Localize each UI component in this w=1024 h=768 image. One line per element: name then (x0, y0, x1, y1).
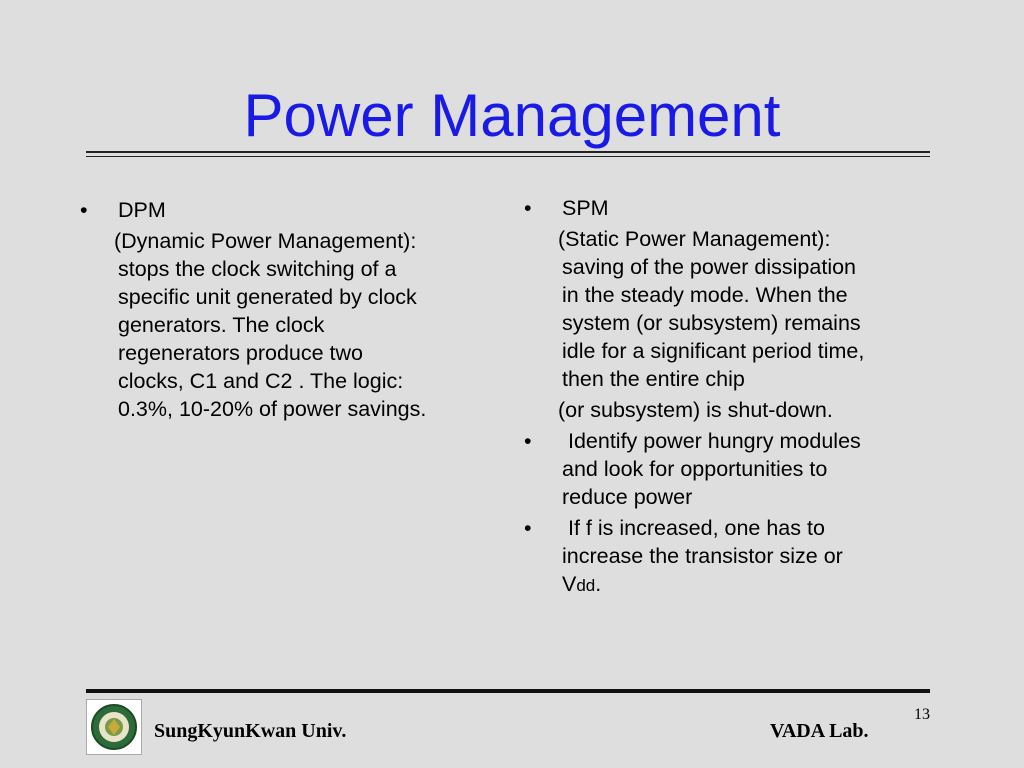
text-line: increase the transistor size or (562, 544, 843, 568)
title-divider-thin (86, 156, 930, 157)
dpm-bullet (72, 196, 492, 224)
vdd-period: . (595, 572, 602, 596)
text-line: stops the clock switching of a (118, 257, 397, 281)
text-line: generators. The clock (118, 313, 325, 337)
left-column (72, 196, 492, 423)
bullet-marker: • (524, 516, 532, 540)
footer-divider (86, 689, 930, 693)
dpm-heading: DPM (118, 198, 166, 222)
identify-bullet (516, 427, 936, 511)
footer-university: SungKyunKwan Univ. (154, 720, 347, 742)
page-number: 13 (914, 706, 930, 723)
text-line: reduce power (562, 485, 693, 509)
text-line: (or subsystem) is shut-down. (558, 398, 833, 422)
bullet-marker: • (80, 198, 88, 222)
text-line: clocks, C1 and C2 . The logic: (118, 369, 404, 393)
text-line: specific unit generated by clock (118, 285, 417, 309)
text-line: 0.3%, 10-20% of power savings. (118, 397, 427, 421)
university-logo (86, 699, 142, 755)
frequency-bullet (516, 514, 936, 600)
spm-bullet (516, 194, 936, 222)
title-divider (86, 151, 930, 153)
text-line: in the steady mode. When the (562, 283, 848, 307)
text-line: regenerators produce two (118, 341, 364, 365)
text-line: saving of the power dissipation (562, 255, 857, 279)
dpm-description (72, 227, 492, 423)
text-line: and look for opportunities to (562, 457, 828, 481)
bullet-marker: • (524, 196, 532, 220)
page-title: Power Management (243, 82, 781, 149)
text-line: (Dynamic Power Management): (114, 229, 417, 253)
text-line: (Static Power Management): (558, 227, 831, 251)
vdd-main: V (562, 572, 577, 596)
right-column (516, 194, 936, 600)
text-line: If f is increased, one has to (562, 516, 825, 540)
vdd-line (562, 570, 936, 600)
spm-heading: SPM (562, 196, 609, 220)
text-line: Identify power hungry modules (562, 429, 861, 453)
footer-lab: VADA Lab. (770, 720, 869, 742)
bullet-marker: • (524, 429, 532, 453)
text-line: system (or subsystem) remains (562, 311, 861, 335)
text-line: idle for a significant period time, (562, 339, 865, 363)
spm-description (516, 225, 936, 424)
vdd-subscript: dd (576, 576, 596, 595)
text-line: then the entire chip (562, 367, 745, 391)
